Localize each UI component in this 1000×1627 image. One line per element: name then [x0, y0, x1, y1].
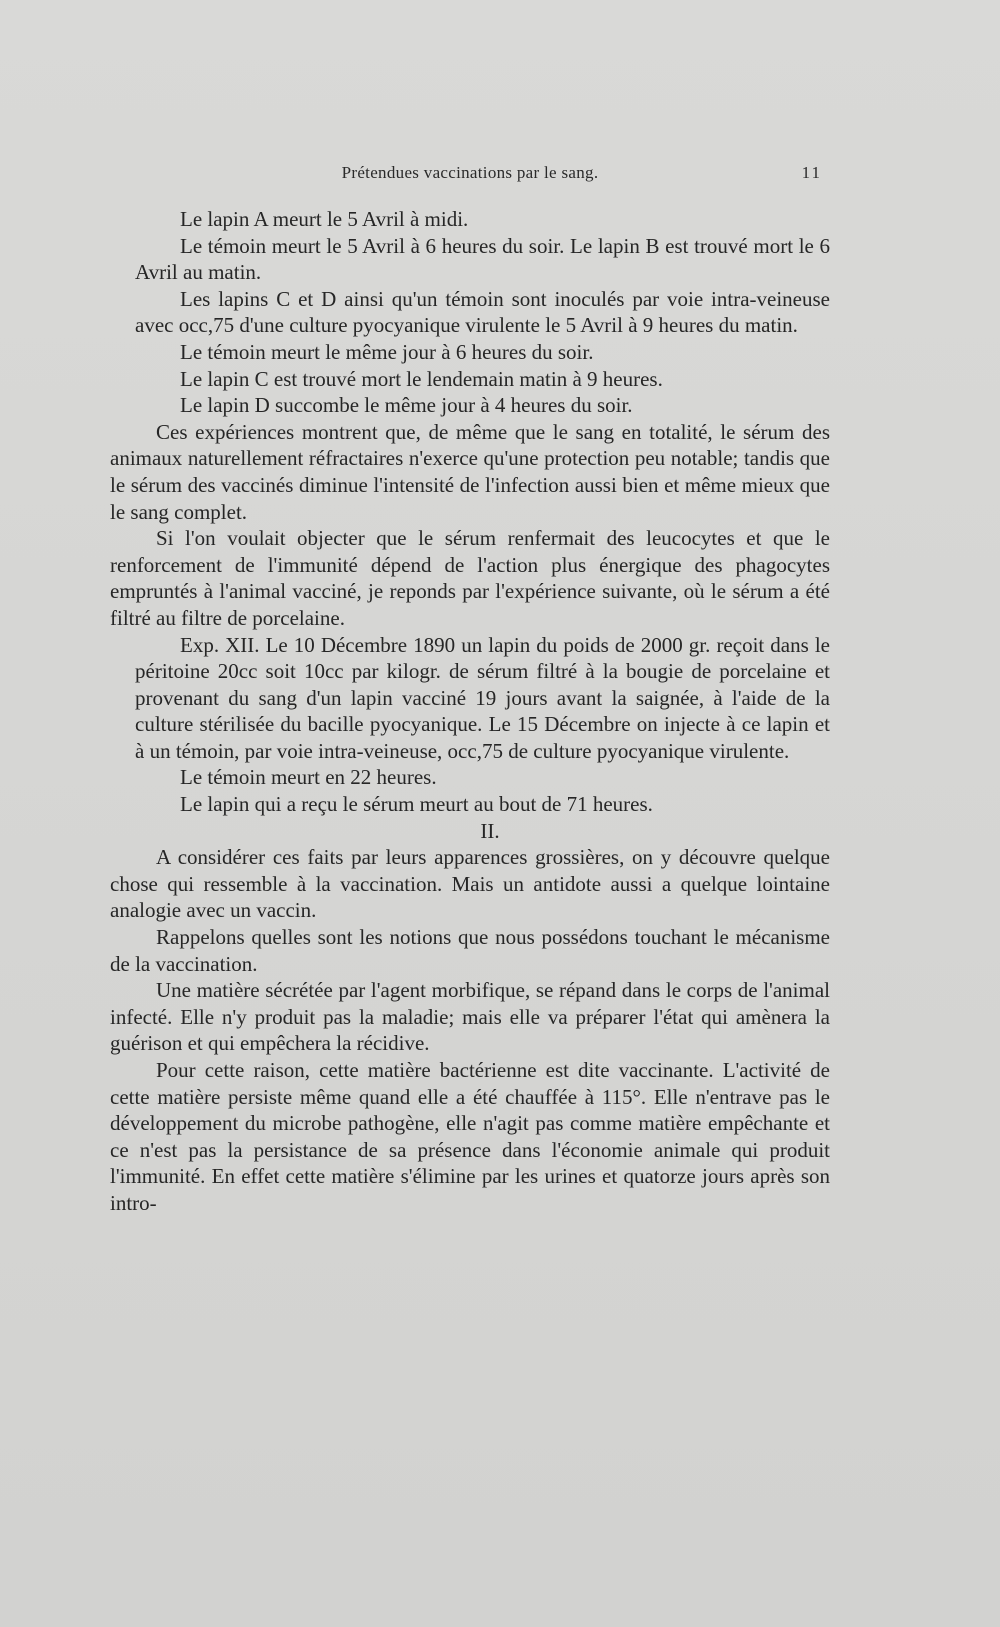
paragraph: Les lapins C et D ainsi qu'un témoin sont inoculés par voie intra-veineuse avec occ,75 d'une culture pyocyanique virulente le 5 Avril à 9 heures du matin.: [135, 286, 830, 338]
paragraph: Pour cette raison, cette matière bactérienne est dite vaccinante. L'activité de cette matière persiste même quand elle a été chauffée à 115°. Elle n'entrave pas le développement du microbe pathogène, elle n'agit pas comme matière empêchante et ce n'est pas la persistance de sa présence dans l'économie animale qui produit l'immunité. En effet cette matière s'élimine par les urines et quatorze jours après son intro-: [110, 1058, 830, 1215]
paragraph: Le témoin meurt le 5 Avril à 6 heures du soir. Le lapin B est trouvé mort le 6 Avril au matin.: [135, 233, 830, 285]
running-title: Prétendues vaccinations par le sang.: [341, 163, 599, 182]
page-number: 11: [801, 163, 822, 182]
paragraph: Une matière sécrétée par l'agent morbifique, se répand dans le corps de l'animal infecté. Elle n'y produit pas la maladie; mais elle va préparer l'état qui amènera la guérison et qui empêchera la récidive.: [110, 978, 830, 1056]
experiment-paragraph: Exp. XII. Le 10 Décembre 1890 un lapin du poids de 2000 gr. reçoit dans le péritoine 20cc soit 10cc par kilogr. de sérum filtré à la bougie de porcelaine et provenant du sang d'un lapin vacciné 19 jours avant la saignée, à l'aide de la culture stérilisée du bacille pyocyanique. Le 15 Décembre on injecte à ce lapin et à un témoin, par voie intra-veineuse, occ,75 de culture pyocyanique virulente.: [135, 632, 830, 763]
section-heading: II.: [480, 818, 500, 843]
paragraph: Si l'on voulait objecter que le sérum renfermait des leucocytes et que le renforcement de l'immunité dépend de l'action plus énergique des phagocytes empruntés à l'animal vacciné, je reponds par l'expérience suivante, où le sérum a été filtré au filtre de porcelaine.: [110, 526, 830, 630]
body-text: [110, 206, 830, 1217]
paragraph: Rappelons quelles sont les notions que nous possédons touchant le mécanisme de la vaccination.: [110, 925, 830, 976]
paragraph: Le lapin A meurt le 5 Avril à midi.: [180, 207, 469, 231]
paragraph: Le lapin C est trouvé mort le lendemain matin à 9 heures.: [180, 366, 663, 391]
running-head: [110, 163, 830, 187]
paragraph: Le témoin meurt le même jour à 6 heures du soir.: [180, 339, 594, 364]
paragraph: A considérer ces faits par leurs apparences grossières, on y découvre quelque chose qui ressemble à la vaccination. Mais un antidote aussi a quelque lointaine analogie avec un vaccin.: [110, 845, 830, 923]
paragraph: Le lapin qui a reçu le sérum meurt au bout de 71 heures.: [180, 792, 653, 817]
paragraph: Le lapin D succombe le même jour à 4 heures du soir.: [180, 393, 633, 418]
paragraph: Ces expériences montrent que, de même que le sang en totalité, le sérum des animaux naturellement réfractaires n'exerce qu'une protection peu notable; tandis que le sérum des vaccinés diminue l'intensité de l'infection aussi bien et même mieux que le sang complet.: [110, 419, 830, 524]
paragraph: Le témoin meurt en 22 heures.: [180, 765, 437, 790]
